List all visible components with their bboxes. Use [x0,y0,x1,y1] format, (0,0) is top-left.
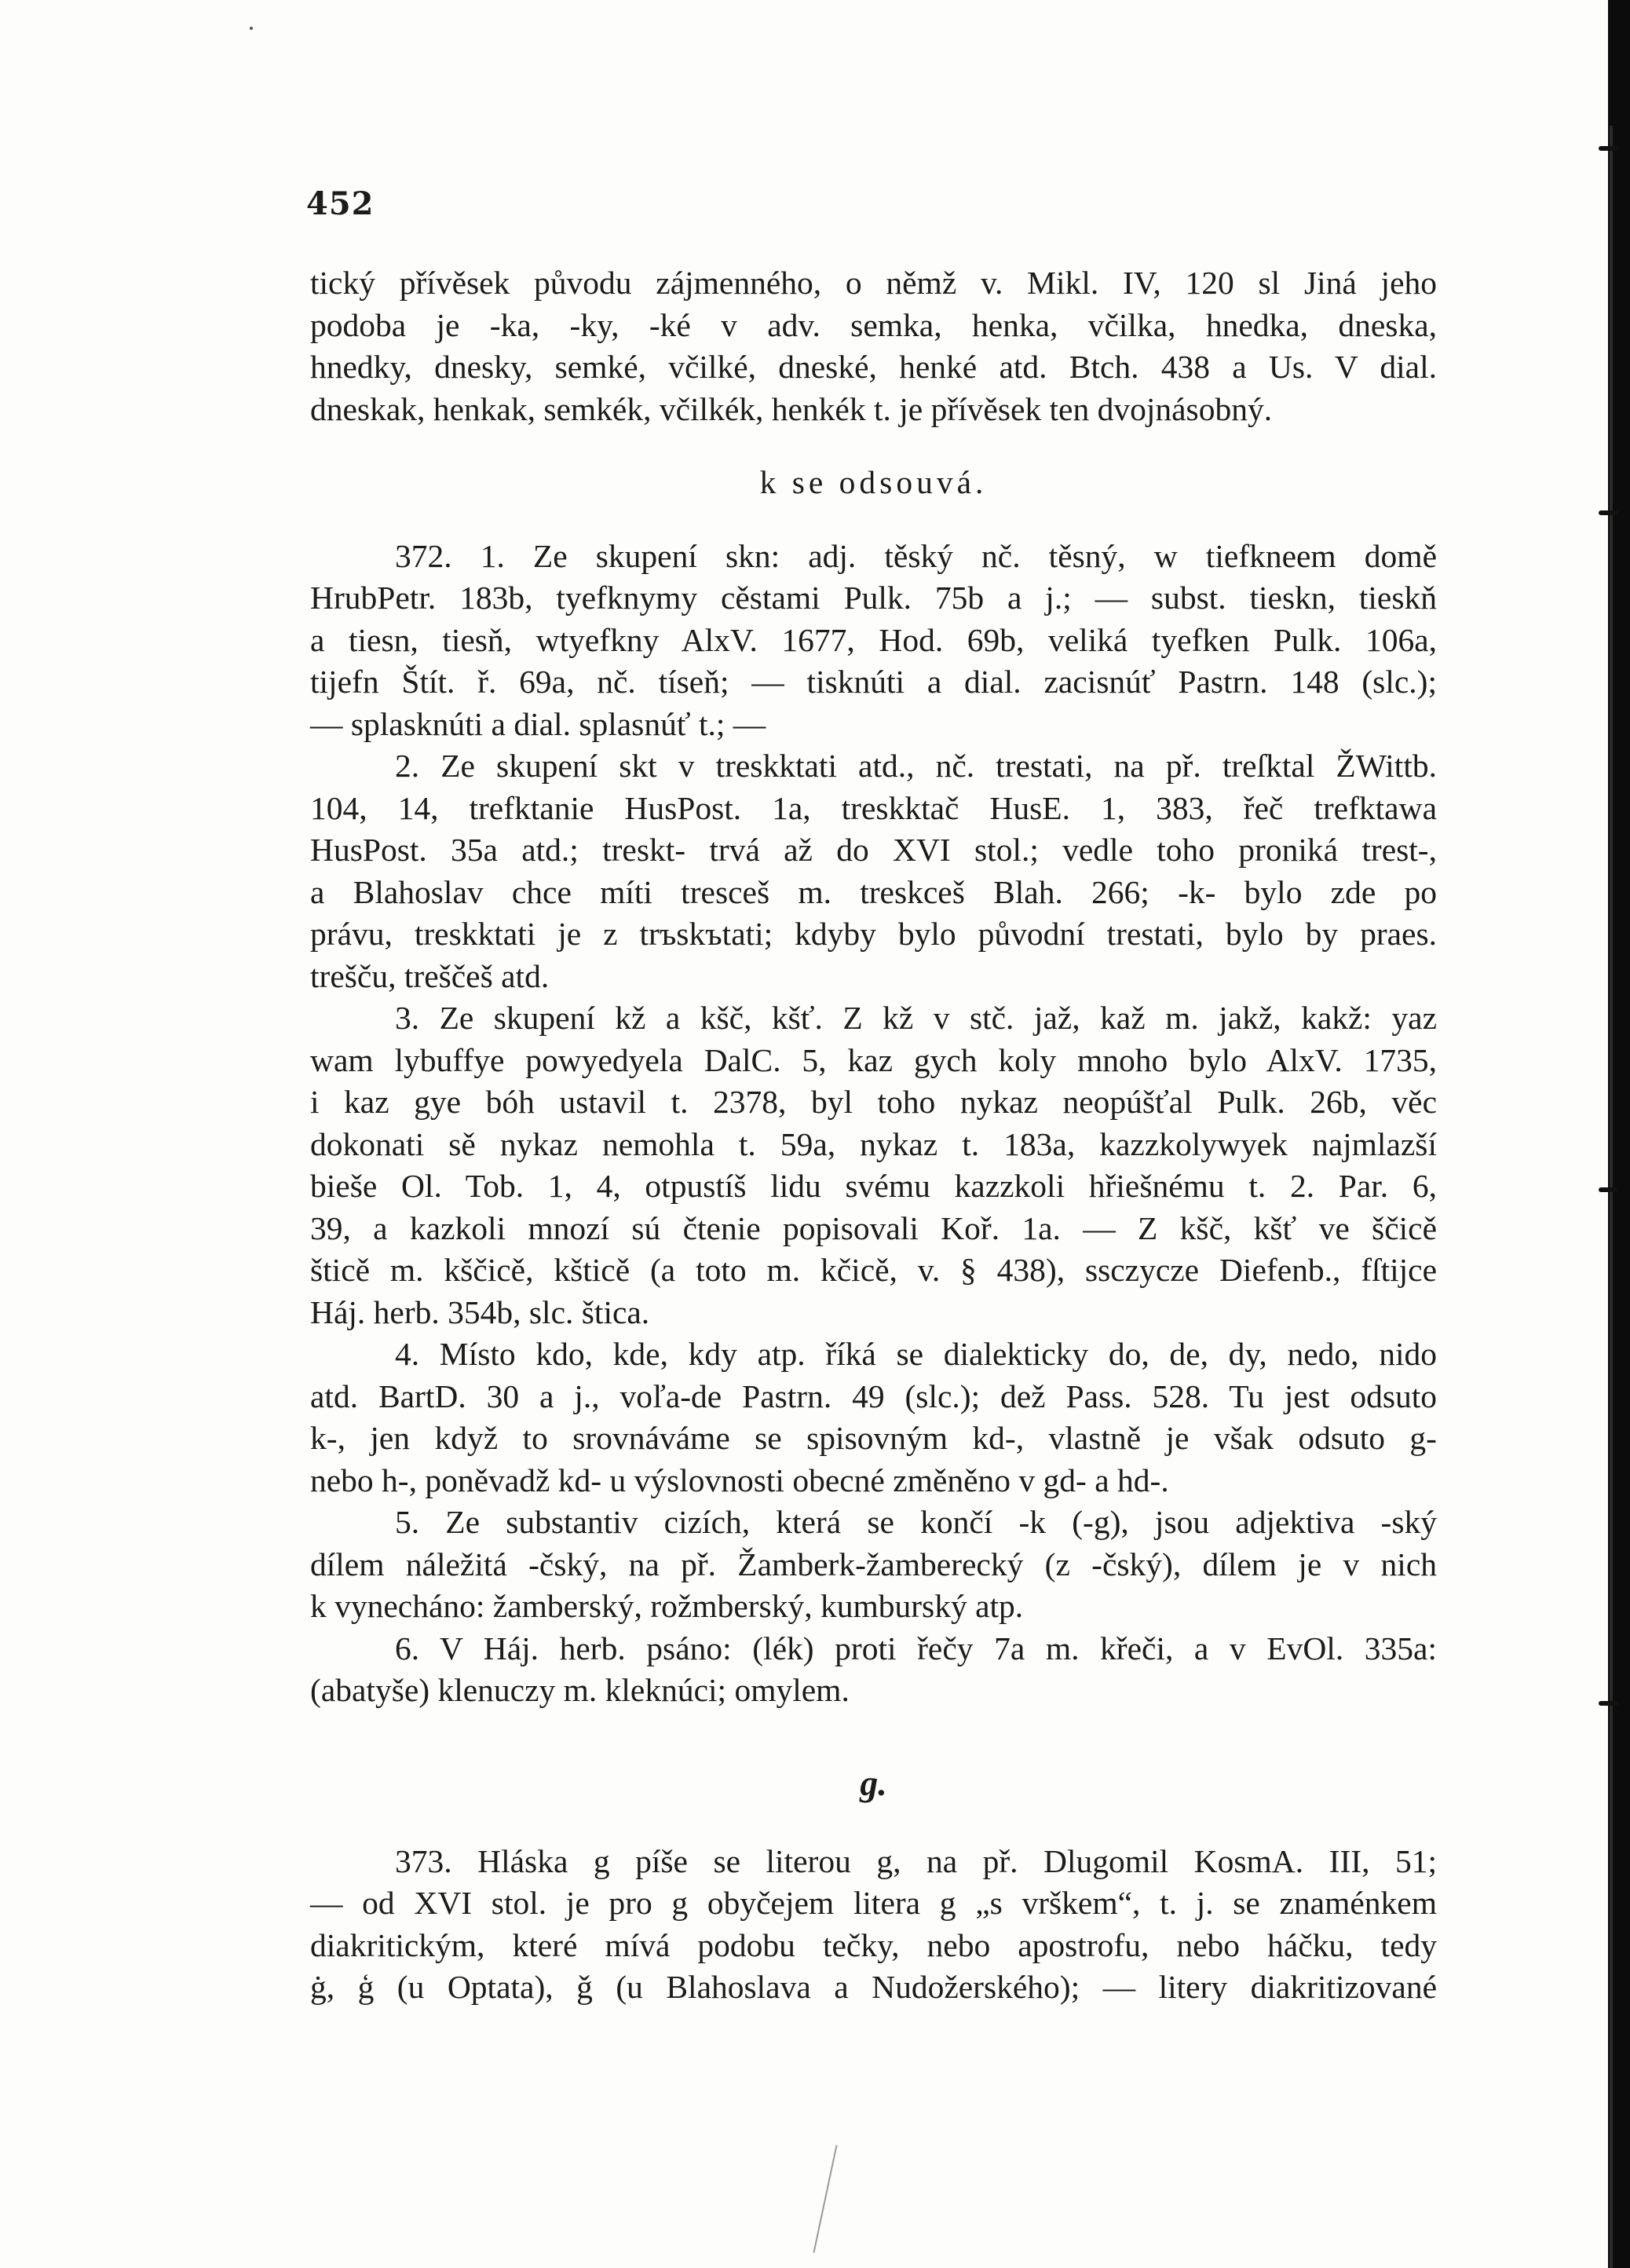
section-372-line: k-, jen když to srovnáváme se spisovným kd-, vlastně je však odsuto g- [310,1420,1437,1456]
section-372-line: atd. BartD. 30 a j., voľa-de Pastrn. 49 (slc.); dež Pass. 528. Tu jest odsuto [310,1377,1437,1414]
scan-pencil-mark [813,2145,837,2252]
section-372-line: tijefn Štít. ř. 69a, nč. tíseň; — tisknúti a dial. zacisnúť Pastrn. 148 (slc.); [310,664,1437,700]
body-text [310,262,1437,2009]
section-372-line: i kaz gye bóh ustavil t. 2378, byl toho nykaz neopúšťal Pulk. 26b, věc [310,1084,1437,1120]
section-372-line: — splasknúti a dial. splasnúť t.; — [310,705,766,742]
section-372-line: bieše Ol. Tob. 1, 4, otpustíš lidu svému kazzkoli hřiešnému t. 2. Par. 6, [310,1168,1437,1204]
subheading-k-odsouva: k se odsouvá. [759,464,988,500]
section-372-line: HusPost. 35a atd.; treskt- trvá až do XVI stol.; vedle toho proniká trest-, [310,832,1437,868]
text-line: dneskak, henkak, semkék, včilkék, henkék t. je přívěsek ten dvojnásobný. [310,390,1273,427]
subheading-g: g. [860,1762,887,1803]
section-372-line: 4. Místo kdo, kde, kdy atp. říká se dialekticky do, de, dy, nedo, nido [395,1336,1437,1372]
section-372-line: a tiesn, tiesň, wtyefkny AlxV. 1677, Hod. 69b, veliká tyefken Pulk. 106a, [310,621,1437,658]
section-373-line: — od XVI stol. je pro g obyčejem litera g „s vrškem“, t. j. se znaménkem [310,1885,1437,1921]
edge-mark [1599,1701,1619,1706]
section-372-line: právu, treskktati je z trъskъtati; kdyby bylo původní trestati, bylo by praes. [310,916,1437,952]
edge-mark [1599,146,1619,151]
section-372-line: 5. Ze substantiv cizích, která se končí -k (-g), jsou adjektiva -ský [395,1504,1437,1540]
section-372-line: 372. 1. Ze skupení skn: adj. těský nč. těsný, w tiefkneem domě [395,537,1437,574]
page-number: 452 [306,185,375,222]
text-line: hnedky, dnesky, semké, včilké, dneské, henké atd. Btch. 438 a Us. V dial. [310,349,1437,385]
section-372-line: (abatyše) klenuczy m. kleknúci; omylem. [310,1672,850,1708]
section-372-line: nebo h-, poněvadž kd- u výslovnosti obecné změněno v gd- a hd-. [310,1461,1169,1498]
section-372-line: 104, 14, trefktanie HusPost. 1a, treskktač HusE. 1, 383, řeč trefktawa [310,789,1437,826]
section-373-line: diakritickým, které mívá podobu tečky, nebo apostrofu, nebo háčku, tedy [310,1926,1437,1963]
section-372-line: 2. Ze skupení skt v treskktati atd., nč. trestati, na př. treſktal ŽWittb. [395,748,1437,784]
edge-mark [1599,510,1619,515]
section-372-line: trešču, trеščeš atd. [310,957,550,994]
section-372-line: dokonati sě nykaz nemohla t. 59a, nykaz t. 183a, kazzkolywyek najmlazší [310,1125,1437,1162]
section-372-line: a Blahoslav chce míti tresceš m. treskceš Blah. 266; -k- bylo zde po [310,873,1437,910]
text-line: podoba je -ka, -ky, -ké v adv. semka, henka, včilka, hnedka, dneska, [310,306,1437,343]
section-372-line: dílem náležitá -čský, na př. Žamberk-žamberecký (z -čský), dílem je v nich [310,1546,1437,1582]
section-372-line: šticě m. kščicě, kšticě (a toto m. kčicě, v. § 438), ssczycze Diefenb., fſtijce [310,1252,1437,1288]
section-372-line: Háj. herb. 354b, slc. štica. [310,1293,650,1330]
section-372-line: 39, a kazkoli mnozí sú čtenie popisovali Koř. 1a. — Z kšč, kšť ve ščicě [310,1209,1437,1246]
scan-speck [250,27,253,30]
section-373-line: 373. Hláska g píše se literou g, na př. Dlugomil KosmA. III, 51; [395,1842,1437,1879]
section-372-line: k vynecháno: žamberský, rožmberský, kumburský atp. [310,1588,1024,1624]
page-edge-line [1610,126,1613,2268]
section-372-line: 3. Ze skupení kž a kšč, kšť. Z kž v stč. jaž, kaž m. jakž, kakž: yaz [395,1000,1437,1036]
section-372-line: HrubPetr. 183b, tyefknymy cěstami Pulk. 75b a j.; — subst. tieskn, tieskň [310,580,1437,616]
section-372-line: wam lybuffye powyedyela DalC. 5, kaz gych koly mnoho bylo AlxV. 1735, [310,1041,1437,1078]
edge-mark [1599,1187,1619,1192]
section-373-line: ġ, ģ (u Optata), ǧ (u Blahoslava a Nudožerského); — litery diakritizované [310,1969,1437,2005]
section-372-line: 6. V Háj. herb. psáno: (lék) proti řečy 7a m. křeči, a v EvOl. 335a: [395,1630,1437,1666]
text-line: tický přívěsek původu zájmenného, o němž v. Mikl. IV, 120 sl Jiná jeho [310,265,1437,301]
